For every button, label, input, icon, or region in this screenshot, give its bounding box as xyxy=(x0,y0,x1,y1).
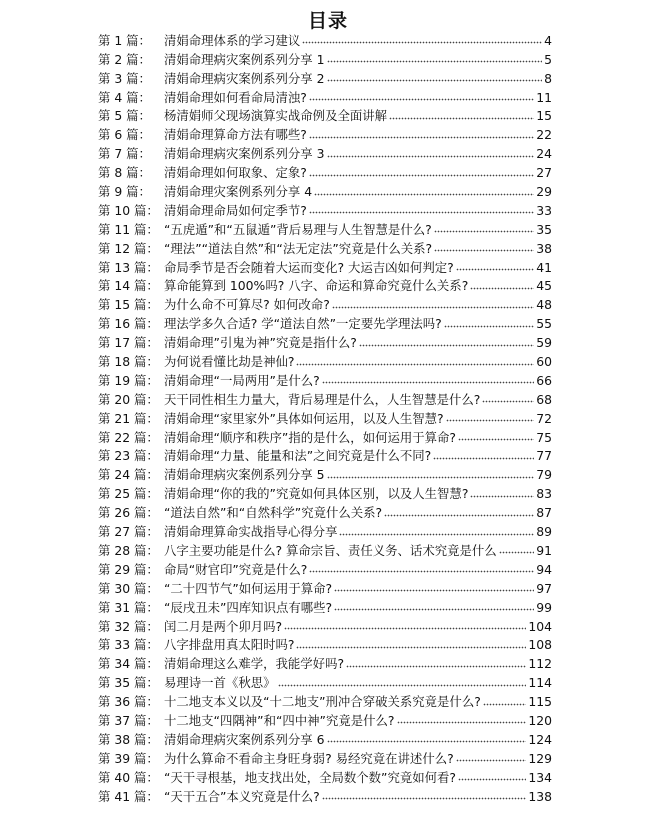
toc-entry-number: 第 18 篇： xyxy=(98,354,159,370)
toc-dot-leader xyxy=(458,438,534,442)
toc-entry-number: 第 38 篇： xyxy=(98,731,159,747)
toc-entry-title: 算命能算到 100%吗? 八字、命运和算命究竟什么关系? xyxy=(164,278,469,294)
toc-entry-title: 闰二月是两个卯月吗? xyxy=(164,618,283,634)
toc-entry-number: 第 19 篇： xyxy=(98,372,159,388)
toc-entry-page: 108 xyxy=(528,637,552,653)
toc-entry-page: 22 xyxy=(536,127,552,143)
toc-entry-page: 68 xyxy=(536,391,552,407)
toc-entry-title: 清娟命理病灾案例系列分享 5 xyxy=(164,467,325,483)
toc-entry[interactable] xyxy=(98,521,552,540)
toc-entry-number: 第 16 篇： xyxy=(98,316,159,332)
toc-entry-number: 第 22 篇： xyxy=(98,429,159,445)
toc-entry[interactable] xyxy=(98,616,552,635)
toc-entry-page: 91 xyxy=(536,542,552,558)
toc-entry-number: 第 15 篇： xyxy=(98,297,159,313)
toc-entry[interactable] xyxy=(98,162,552,181)
toc-entry-number: 第 1 篇： xyxy=(98,32,151,48)
toc-entry[interactable] xyxy=(98,49,552,68)
toc-dot-leader xyxy=(278,683,527,687)
toc-entry-page: 124 xyxy=(528,731,552,747)
toc-entry-number: 第 11 篇： xyxy=(98,221,159,237)
toc-entry[interactable] xyxy=(98,106,552,125)
toc-entry-page: 79 xyxy=(536,467,552,483)
toc-dot-leader xyxy=(309,570,534,574)
toc-dot-leader xyxy=(456,759,527,763)
toc-entry-page: 94 xyxy=(536,561,552,577)
toc-dot-leader xyxy=(332,305,534,309)
toc-entry[interactable] xyxy=(98,200,552,219)
toc-entry-page: 72 xyxy=(536,410,552,426)
toc-entry[interactable] xyxy=(98,597,552,616)
toc-entry[interactable] xyxy=(98,540,552,559)
toc-entry-number: 第 21 篇： xyxy=(98,410,159,426)
toc-dot-leader xyxy=(314,192,534,196)
toc-dot-leader xyxy=(444,324,534,328)
toc-entry-number: 第 9 篇： xyxy=(98,184,151,200)
toc-entry-number: 第 34 篇： xyxy=(98,656,159,672)
toc-entry-number: 第 10 篇： xyxy=(98,202,159,218)
toc-entry-number: 第 26 篇： xyxy=(98,505,159,521)
toc-entry-title: “五虎遁”和“五鼠遁”背后易理与人生智慧是什么? xyxy=(164,221,432,237)
toc-entry-number: 第 14 篇： xyxy=(98,278,159,294)
toc-dot-leader xyxy=(434,249,534,253)
toc-dot-leader xyxy=(327,740,527,744)
toc-dot-leader xyxy=(346,664,526,668)
toc-entry-page: 48 xyxy=(536,297,552,313)
toc-entry[interactable] xyxy=(98,559,552,578)
toc-dot-leader xyxy=(499,551,535,555)
toc-entry-number: 第 27 篇： xyxy=(98,524,159,540)
toc-entry[interactable] xyxy=(98,672,552,691)
toc-entry[interactable] xyxy=(98,238,552,257)
toc-dot-leader xyxy=(458,778,526,782)
toc-dot-leader xyxy=(327,60,542,64)
toc-entry-title: 清娟命理如何取象、定象? xyxy=(164,165,307,181)
toc-entry-title: 清娟命理“顺序和秩序”指的是什么，如何运用于算命? xyxy=(164,429,457,445)
toc-entry[interactable] xyxy=(98,68,552,87)
toc-entry-number: 第 25 篇： xyxy=(98,486,159,502)
toc-dot-leader xyxy=(339,532,534,536)
toc-entry-title: 命局季节是否会随着大运而变化? 大运吉凶如何判定? xyxy=(164,259,454,275)
toc-entry-number: 第 30 篇： xyxy=(98,580,159,596)
toc-entry-title: 清娟命理体系的学习建议 xyxy=(164,32,301,48)
toc-entry-number: 第 32 篇： xyxy=(98,618,159,634)
toc-entry-number: 第 33 篇： xyxy=(98,637,159,653)
toc-entry-page: 114 xyxy=(528,675,552,691)
toc-entry-number: 第 37 篇： xyxy=(98,712,159,728)
toc-dot-leader xyxy=(482,400,534,404)
toc-entry-title: 为什么命不可算尽? 如何改命? xyxy=(164,297,330,313)
toc-entry-page: 77 xyxy=(536,448,552,464)
toc-entry[interactable] xyxy=(98,427,552,446)
toc-entry-title: 清娟命理算命方法有哪些? xyxy=(164,127,307,143)
toc-entry-title: 八字排盘用真太阳时吗? xyxy=(164,637,295,653)
toc-entry-page: 83 xyxy=(536,486,552,502)
toc-entry-title: 为什么算命不看命主身旺身弱? 易经究竟在讲述什么? xyxy=(164,750,454,766)
toc-entry-title: 清娟命理“你的我的”究竟如何具体区别，以及人生智慧? xyxy=(164,486,469,502)
toc-entry-number: 第 3 篇： xyxy=(98,70,151,86)
toc-dot-leader xyxy=(309,211,534,215)
toc-entry-page: 97 xyxy=(536,580,552,596)
toc-dot-leader xyxy=(470,494,534,498)
toc-dot-leader xyxy=(433,456,534,460)
toc-entry-page: 59 xyxy=(536,335,552,351)
toc-entry-number: 第 2 篇： xyxy=(98,51,151,67)
toc-entry-title: 清娟命理如何看命局清浊? xyxy=(164,89,307,105)
toc-entry[interactable] xyxy=(98,483,552,502)
toc-entry-page: 104 xyxy=(528,618,552,634)
toc-entry-title: 清娟命理这么难学，我能学好吗? xyxy=(164,656,345,672)
toc-entry-number: 第 40 篇： xyxy=(98,769,159,785)
toc-entry[interactable] xyxy=(98,748,552,767)
toc-dot-leader xyxy=(384,513,534,517)
toc-entry[interactable] xyxy=(98,332,552,351)
toc-entry-number: 第 28 篇： xyxy=(98,542,159,558)
toc-entry-title: 清娟命理灾案例系列分享 4 xyxy=(164,184,313,200)
toc-entry-page: 11 xyxy=(536,89,552,105)
toc-entry-page: 60 xyxy=(536,354,552,370)
toc-entry-page: 41 xyxy=(536,259,552,275)
toc-entry-page: 129 xyxy=(528,750,552,766)
toc-entry-number: 第 8 篇： xyxy=(98,165,151,181)
toc-entry[interactable] xyxy=(98,276,552,295)
toc-entry-number: 第 7 篇： xyxy=(98,146,151,162)
toc-entry-title: 清娟命理病灾案例系列分享 1 xyxy=(164,51,325,67)
toc-entry-page: 33 xyxy=(536,202,552,218)
toc-entry[interactable] xyxy=(98,294,552,313)
toc-dot-leader xyxy=(327,154,535,158)
toc-entry-title: 清娟命理”引鬼为神”究竟是指什么? xyxy=(164,335,357,351)
toc-entry-number: 第 12 篇： xyxy=(98,240,159,256)
toc-dot-leader xyxy=(309,135,534,139)
toc-entry-title: 命局“财官印”究竟是什么? xyxy=(164,561,308,577)
toc-entry-page: 35 xyxy=(536,221,552,237)
toc-entry[interactable] xyxy=(98,578,552,597)
toc-entry-page: 99 xyxy=(536,599,552,615)
toc-entry[interactable] xyxy=(98,257,552,276)
toc-entry-page: 112 xyxy=(528,656,552,672)
toc-entry-page: 87 xyxy=(536,505,552,521)
toc-entry[interactable] xyxy=(98,446,552,465)
toc-dot-leader xyxy=(309,98,534,102)
toc-entry-number: 第 31 篇： xyxy=(98,599,159,615)
toc-dot-leader xyxy=(322,797,527,801)
toc-entry-title: 清娟命理命局如何定季节? xyxy=(164,202,307,218)
toc-entry-title: 清娟命理病灾案例系列分享 3 xyxy=(164,146,325,162)
toc-entry-title: 清娟命理“一局两用”是什么? xyxy=(164,372,320,388)
toc-entry-title: 十二地支“四隅神”和“四中神”究竟是什么? xyxy=(164,712,395,728)
toc-entry[interactable] xyxy=(98,786,552,805)
toc-entry-page: 89 xyxy=(536,524,552,540)
toc-entry[interactable] xyxy=(98,729,552,748)
toc-entry-number: 第 29 篇： xyxy=(98,561,159,577)
toc-entry[interactable] xyxy=(98,691,552,710)
toc-entry-title: 清娟命理“家里家外”具体如何运用，以及人生智慧? xyxy=(164,410,444,426)
toc-entry[interactable] xyxy=(98,313,552,332)
toc-dot-leader xyxy=(322,381,535,385)
toc-entry-page: 75 xyxy=(536,429,552,445)
toc-dot-leader xyxy=(359,343,534,347)
toc-dot-leader xyxy=(327,79,542,83)
toc-entry[interactable] xyxy=(98,502,552,521)
toc-entry[interactable] xyxy=(98,30,552,49)
toc-entry-page: 38 xyxy=(536,240,552,256)
toc-entry-page: 134 xyxy=(528,769,552,785)
toc-dot-leader xyxy=(434,230,535,234)
toc-entry-number: 第 41 篇： xyxy=(98,788,159,804)
toc-entry-page: 15 xyxy=(536,108,552,124)
toc-entry-page: 27 xyxy=(536,165,552,181)
toc-entry-page: 55 xyxy=(536,316,552,332)
toc-entry-number: 第 4 篇： xyxy=(98,89,151,105)
toc-entry-title: 理法学多久合适? 学“道法自然”一定要先学理法吗? xyxy=(164,316,442,332)
toc-dot-leader xyxy=(470,286,534,290)
toc-entry-title: 杨清娟师父现场演算实战命例及全面讲解 xyxy=(164,108,388,124)
toc-entry[interactable] xyxy=(98,464,552,483)
toc-entry-title: 为何说看懂比劫是神仙? xyxy=(164,354,295,370)
toc-entry-page: 66 xyxy=(536,372,552,388)
toc-entry-page: 4 xyxy=(544,32,552,48)
toc-entry-page: 24 xyxy=(536,146,552,162)
toc-entry-number: 第 6 篇： xyxy=(98,127,151,143)
toc-dot-leader xyxy=(296,645,526,649)
toc-entry[interactable] xyxy=(98,653,552,672)
toc-entry-title: “辰戌丑未”四库知识点有哪些? xyxy=(164,599,333,615)
toc-entry-title: “理法”“道法自然”和“法无定法”究竟是什么关系? xyxy=(164,240,433,256)
toc-entry[interactable] xyxy=(98,143,552,162)
toc-entry-page: 45 xyxy=(536,278,552,294)
toc-entry-number: 第 13 篇： xyxy=(98,259,159,275)
toc-entry-number: 第 39 篇： xyxy=(98,750,159,766)
page-title: 目录 xyxy=(307,10,348,32)
toc-entry[interactable] xyxy=(98,87,552,106)
toc-entry-number: 第 35 篇： xyxy=(98,675,159,691)
toc-entry-number: 第 23 篇： xyxy=(98,448,159,464)
toc-entry-title: “天干寻根基，地支找出处，全局数个数”究竟如何看? xyxy=(164,769,457,785)
toc-entry-title: “道法自然”和“自然科学”究竟什么关系? xyxy=(164,505,383,521)
toc-entry-page: 5 xyxy=(544,51,552,67)
toc-entry[interactable] xyxy=(98,219,552,238)
toc-entry-number: 第 5 篇： xyxy=(98,108,151,124)
toc-entry-page: 8 xyxy=(544,70,552,86)
toc-entry-title: 天干同性相生力量大，背后易理是什么，人生智慧是什么? xyxy=(164,391,481,407)
toc-entry-number: 第 17 篇： xyxy=(98,335,159,351)
toc-entry[interactable] xyxy=(98,635,552,654)
toc-entry-page: 29 xyxy=(536,184,552,200)
toc-entry-page: 115 xyxy=(528,694,552,710)
toc-entry-number: 第 24 篇： xyxy=(98,467,159,483)
toc-entry-page: 138 xyxy=(528,788,552,804)
toc-dot-leader xyxy=(309,173,534,177)
toc-entry[interactable] xyxy=(98,370,552,389)
toc-entry[interactable] xyxy=(98,710,552,729)
toc-dot-leader xyxy=(284,627,526,631)
toc-dot-leader xyxy=(397,721,527,725)
toc-dot-leader xyxy=(327,475,535,479)
toc-dot-leader xyxy=(296,362,534,366)
toc-entry[interactable] xyxy=(98,351,552,370)
toc-entry[interactable] xyxy=(98,767,552,786)
toc-entry[interactable] xyxy=(98,181,552,200)
toc-entry-title: 八字主要功能是什么? 算命宗旨、责任义务、话术究竟是什么 xyxy=(164,542,497,558)
toc-entry-title: “天干五合”本义究竟是什么? xyxy=(164,788,320,804)
toc-entry[interactable] xyxy=(98,389,552,408)
toc-entry-title: 十二地支本义以及“十二地支”刑冲合穿破关系究竟是什么? xyxy=(164,694,481,710)
toc-entry-title: 易理诗一首《秋思》 xyxy=(164,675,276,691)
toc-dot-leader xyxy=(302,41,542,45)
table-of-contents xyxy=(98,30,552,805)
toc-entry-title: “二十四节气”如何运用于算命? xyxy=(164,580,333,596)
toc-entry-page: 120 xyxy=(528,712,552,728)
toc-entry[interactable] xyxy=(98,408,552,427)
toc-dot-leader xyxy=(389,116,534,120)
toc-entry-title: 清娟命理算命实战指导心得分享 xyxy=(164,524,338,540)
toc-dot-leader xyxy=(483,702,527,706)
toc-dot-leader xyxy=(446,419,535,423)
toc-entry-number: 第 36 篇： xyxy=(98,694,159,710)
toc-dot-leader xyxy=(334,589,534,593)
toc-dot-leader xyxy=(456,268,535,272)
toc-entry-title: 清娟命理“力量、能量和法”之间究竟是什么不同? xyxy=(164,448,432,464)
toc-entry-title: 清娟命理病灾案例系列分享 6 xyxy=(164,731,325,747)
toc-entry-number: 第 20 篇： xyxy=(98,391,159,407)
toc-entry-title: 清娟命理病灾案例系列分享 2 xyxy=(164,70,325,86)
toc-dot-leader xyxy=(334,608,534,612)
toc-entry[interactable] xyxy=(98,124,552,143)
